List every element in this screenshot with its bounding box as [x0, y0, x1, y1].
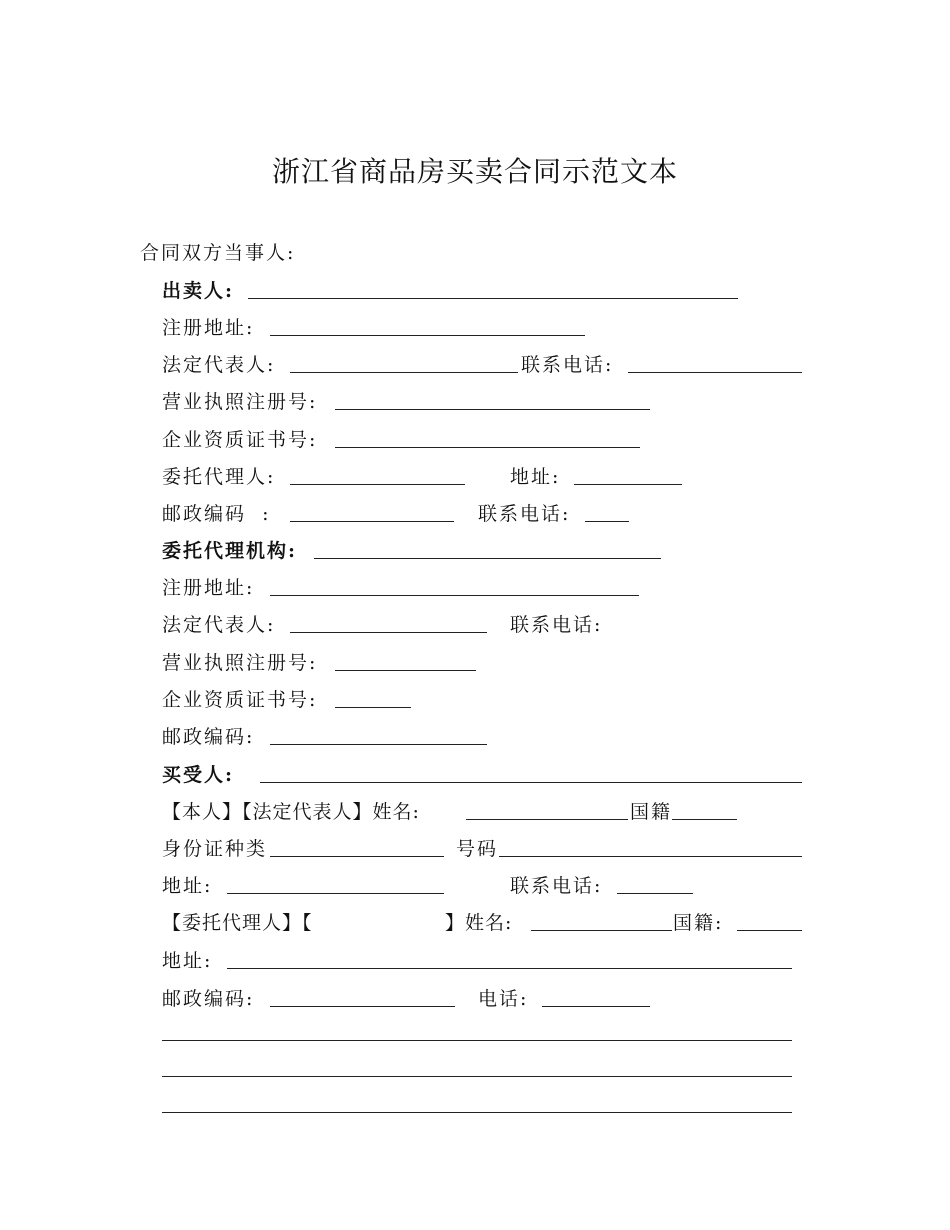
buyer-nationality-field[interactable]: [672, 797, 737, 820]
seller-address-label: 地址:: [510, 466, 561, 488]
buyer-id-type-label: 身份证种类: [162, 838, 268, 860]
parties-intro-line: [0, 238, 950, 274]
buyer-name-field[interactable]: [260, 760, 802, 783]
buyer-agent-address-label: 地址:: [162, 950, 213, 972]
buyer-agent-nationality-field[interactable]: [737, 908, 802, 931]
seller-agent-field[interactable]: [290, 462, 465, 485]
seller-license-line: [0, 387, 950, 423]
seller-name-field[interactable]: [248, 276, 738, 299]
agency-name-field[interactable]: [314, 536, 661, 559]
seller-postcode-label: 邮政编码 :: [162, 503, 271, 525]
seller-line: [0, 276, 950, 312]
seller-legal-rep-line: [0, 350, 950, 386]
agency-legal-rep-field[interactable]: [290, 610, 487, 633]
seller-heading: 出卖人:: [162, 280, 235, 302]
buyer-address-label: 地址:: [162, 875, 213, 897]
buyer-agent-phone-label: 电话:: [478, 988, 529, 1010]
agency-postcode-field[interactable]: [270, 722, 487, 745]
buyer-line: [0, 760, 950, 796]
buyer-phone-field[interactable]: [617, 871, 693, 894]
agency-qualification-line: [0, 685, 950, 721]
seller-qualification-field[interactable]: [335, 425, 640, 448]
agency-heading: 委托代理机构:: [162, 540, 298, 562]
seller-agent-phone-field[interactable]: [585, 499, 629, 522]
buyer-id-type-field[interactable]: [270, 834, 444, 857]
blank-rule[interactable]: [162, 1040, 792, 1041]
seller-license-field[interactable]: [335, 387, 650, 410]
buyer-agent-postcode-line: [0, 984, 950, 1020]
seller-agent-label: 委托代理人:: [162, 466, 276, 488]
buyer-agent-address-line: [0, 946, 950, 982]
agency-qualification-field[interactable]: [335, 685, 411, 708]
seller-postcode-line: [0, 499, 950, 535]
buyer-id-line: [0, 834, 950, 870]
buyer-self-line: [0, 797, 950, 833]
agency-license-line: [0, 648, 950, 684]
seller-reg-address-line: [0, 313, 950, 349]
seller-qualification-line: [0, 425, 950, 461]
seller-address-field[interactable]: [574, 462, 682, 485]
seller-agent-phone-label: 联系电话:: [478, 503, 571, 525]
buyer-agent-nationality-label: 国籍:: [673, 912, 724, 934]
agency-legal-rep-line: [0, 610, 950, 646]
seller-license-label: 营业执照注册号:: [162, 391, 318, 413]
buyer-agent-prefix: 【委托代理人】【: [162, 912, 313, 934]
buyer-agent-address-field[interactable]: [227, 946, 792, 969]
seller-reg-address-field[interactable]: [270, 313, 585, 336]
agency-line: [0, 536, 950, 572]
buyer-self-name-field[interactable]: [466, 797, 628, 820]
buyer-agent-suffix: 】姓名:: [445, 912, 513, 934]
parties-intro: 合同双方当事人:: [140, 242, 296, 264]
agency-phone-label: 联系电话:: [510, 614, 603, 636]
agency-postcode-line: [0, 722, 950, 758]
seller-phone-label: 联系电话:: [521, 354, 614, 376]
seller-agent-line: [0, 462, 950, 498]
buyer-agent-name-field[interactable]: [531, 908, 672, 931]
buyer-self-rep-label: 【本人】【法定代表人】姓名:: [162, 801, 420, 823]
agency-reg-address-field[interactable]: [270, 573, 639, 596]
seller-phone-field[interactable]: [628, 350, 802, 373]
agency-postcode-label: 邮政编码:: [162, 726, 255, 748]
agency-qualification-label: 企业资质证书号:: [162, 689, 318, 711]
buyer-agent-phone-field[interactable]: [542, 984, 650, 1007]
buyer-agent-postcode-field[interactable]: [270, 984, 455, 1007]
agency-legal-rep-label: 法定代表人:: [162, 614, 276, 636]
buyer-nationality-label: 国籍: [630, 801, 673, 823]
blank-rule[interactable]: [162, 1076, 792, 1077]
buyer-agent-postcode-label: 邮政编码:: [162, 988, 255, 1010]
seller-postcode-field[interactable]: [290, 499, 454, 522]
agency-license-label: 营业执照注册号:: [162, 652, 318, 674]
seller-reg-address-label: 注册地址:: [162, 317, 255, 339]
buyer-id-number-label: 号码: [456, 838, 499, 860]
document-title: 浙江省商品房买卖合同示范文本: [271, 155, 678, 188]
buyer-id-number-field[interactable]: [499, 834, 802, 857]
buyer-agent-line: [0, 908, 950, 944]
seller-legal-rep-label: 法定代表人:: [162, 354, 276, 376]
buyer-heading: 买受人:: [162, 764, 235, 786]
seller-legal-rep-field[interactable]: [290, 350, 518, 373]
buyer-phone-label: 联系电话:: [510, 875, 603, 897]
blank-rule[interactable]: [162, 1112, 792, 1113]
buyer-address-line: [0, 871, 950, 907]
agency-license-field[interactable]: [335, 648, 476, 671]
agency-reg-address-label: 注册地址:: [162, 577, 255, 599]
agency-reg-address-line: [0, 573, 950, 609]
buyer-address-field[interactable]: [227, 871, 444, 894]
seller-qualification-label: 企业资质证书号:: [162, 429, 318, 451]
